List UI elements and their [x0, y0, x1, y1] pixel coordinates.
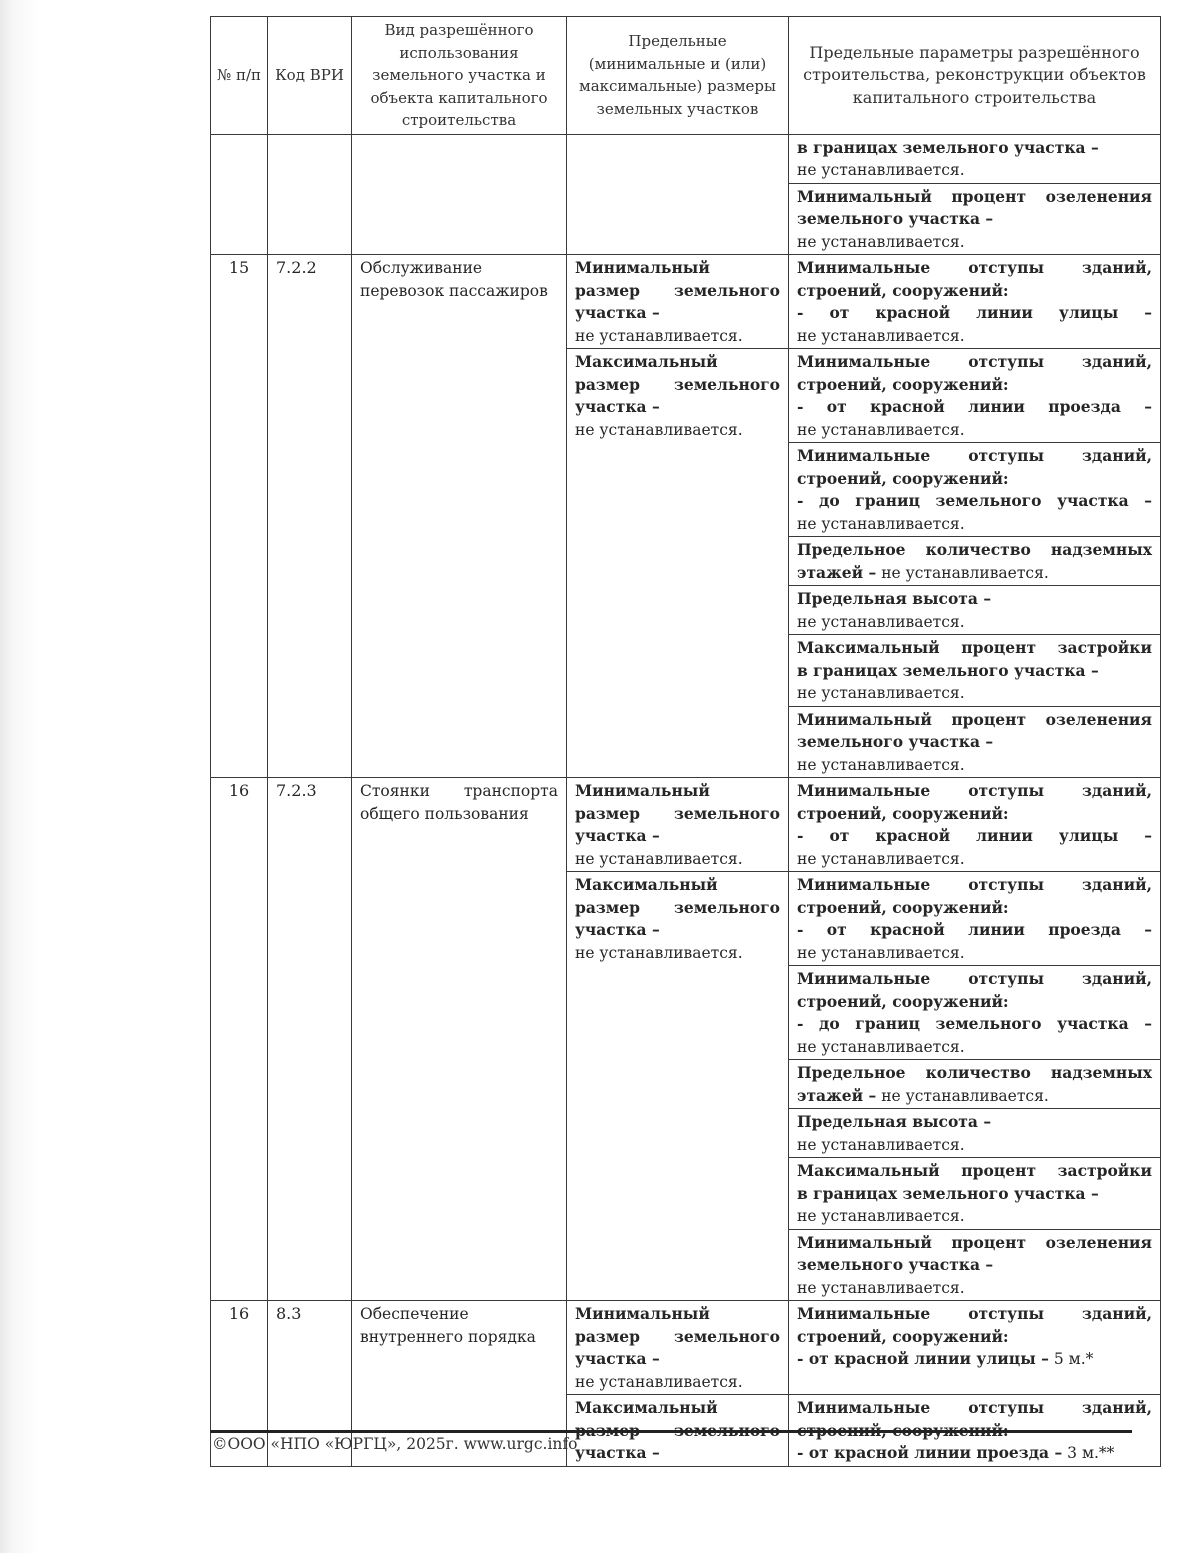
param-cell: Минимальные отступы зданий, - от красной линии проезда – 3 м.**	[789, 1395, 1161, 1467]
footer-copyright: ©ООО «НПО «ЮРГЦ», 2025г. www.urgc.info	[212, 1435, 578, 1453]
table-row-continuation	[211, 134, 1161, 183]
row-number: 16	[211, 1301, 268, 1467]
param-cell: Минимальные отступы зданий, строений, сооружений: - от красной линии проезда – не устанавливается.	[789, 872, 1161, 966]
param-cell: Минимальный процент озеленения земельного участка – не устанавливается.	[789, 183, 1161, 255]
max-size-cell: Максимальный размер земельного участка – не устанавливается.	[567, 872, 789, 1301]
param-cell: Максимальный процент застройки в границах земельного участка – не устанавливается.	[789, 635, 1161, 707]
param-cell: Минимальные отступы зданий, строений, сооружений: - от красной линии улицы – не устанавливается.	[789, 255, 1161, 349]
table-row	[211, 778, 1161, 872]
max-size-cell: Максимальный участка –	[567, 1395, 789, 1467]
header-size: Предельные (минимальные и (или) максимальные) размеры земельных участков	[567, 17, 789, 135]
min-size-cell: Минимальный размер земельного участка – не устанавливается.	[567, 1301, 789, 1395]
param-cell: Минимальные отступы зданий, строений, сооружений: - от красной линии улицы – не устанавливается.	[789, 778, 1161, 872]
param-cell: Предельное количество надземных этажей – не устанавливается.	[789, 537, 1161, 586]
table-row	[211, 255, 1161, 349]
header-params: Предельные параметры разрешённого строительства, реконструкции объектов капитального строительства	[789, 17, 1161, 135]
row-code: 7.2.2	[268, 255, 352, 778]
table-row	[211, 1301, 1161, 1395]
row-number: 15	[211, 255, 268, 778]
param-cell: Минимальный процент озеленения земельного участка – не устанавливается.	[789, 1229, 1161, 1301]
param-cell: Предельная высота – не устанавливается.	[789, 586, 1161, 635]
header-num: № п/п	[211, 17, 268, 135]
header-code: Код ВРИ	[268, 17, 352, 135]
min-size-cell: Минимальный размер земельного участка – не устанавливается.	[567, 255, 789, 349]
row-kind: Стоянки транспорта общего пользования	[352, 778, 567, 1301]
document-sheet	[210, 16, 1162, 1467]
param-cell: Минимальные отступы зданий, строений, сооружений: - от красной линии проезда – не устанавливается.	[789, 349, 1161, 443]
table-header-row	[211, 17, 1161, 135]
param-cell: Минимальные отступы зданий, строений, сооружений: - до границ земельного участка – не устанавливается.	[789, 443, 1161, 537]
min-size-cell: Минимальный размер земельного участка – не устанавливается.	[567, 778, 789, 872]
row-kind: Обслуживание перевозок пассажиров	[352, 255, 567, 778]
param-cell: Минимальные отступы зданий, строений, сооружений: - до границ земельного участка – не устанавливается.	[789, 966, 1161, 1060]
row-kind: Обеспечение внутреннего порядка	[352, 1301, 567, 1467]
param-cell: Предельная высота – не устанавливается.	[789, 1109, 1161, 1158]
param-cell: Максимальный процент застройки в границах земельного участка – не устанавливается.	[789, 1158, 1161, 1230]
param-cell: в границах земельного участка – не устанавливается.	[789, 134, 1161, 183]
row-code: 8.3	[268, 1301, 352, 1467]
scan-edge-shadow	[0, 0, 38, 1553]
header-kind: Вид разрешённого использования земельного участка и объекта капитального строительства	[352, 17, 567, 135]
param-cell: Минимальные отступы зданий, строений, сооружений: - от красной линии улицы – 5 м.*	[789, 1301, 1161, 1395]
param-cell: Минимальный процент озеленения земельного участка – не устанавливается.	[789, 706, 1161, 778]
row-code: 7.2.3	[268, 778, 352, 1301]
table-body	[211, 255, 1161, 1467]
row-number: 16	[211, 778, 268, 1301]
param-cell: Предельное количество надземных этажей – не устанавливается.	[789, 1060, 1161, 1109]
max-size-cell: Максимальный размер земельного участка – не устанавливается.	[567, 349, 789, 778]
footer-rule	[210, 1430, 1132, 1433]
regulations-table	[210, 16, 1161, 1467]
